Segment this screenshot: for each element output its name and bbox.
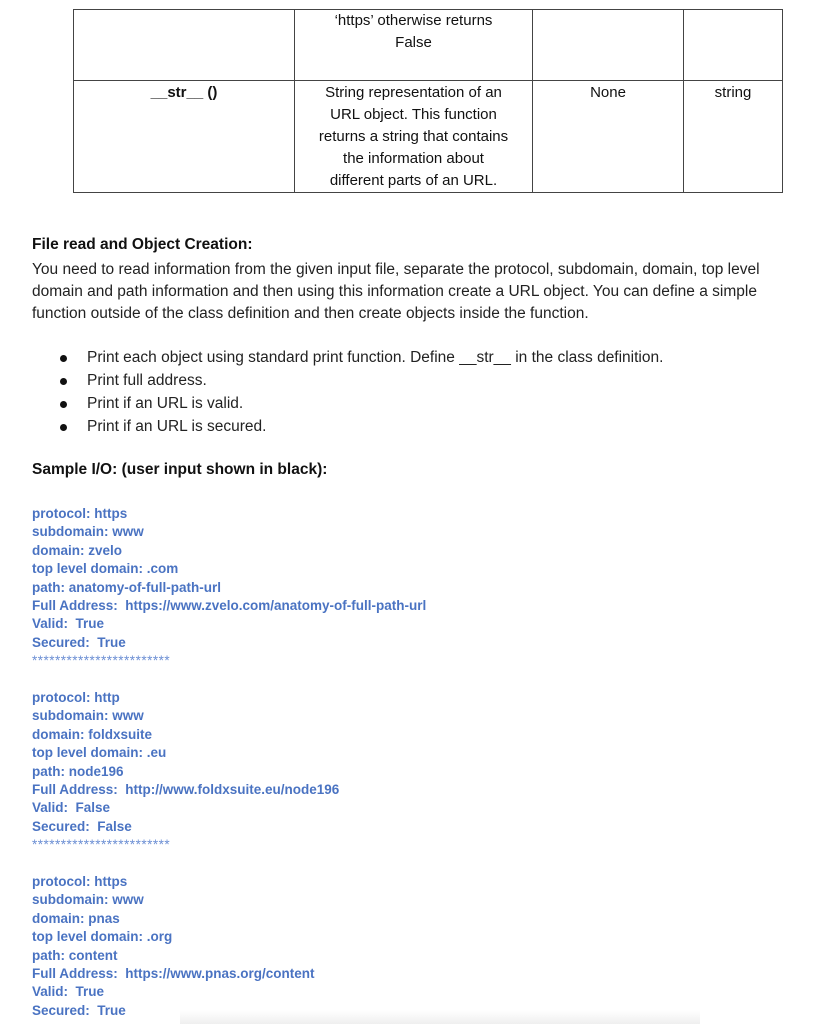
description-line: String representation of an [325,84,502,101]
output-line: Secured: False [32,818,132,834]
section-heading: File read and Object Creation: [32,236,253,253]
output-line: Valid: True [32,984,105,1000]
output-line: protocol: http [32,690,120,705]
output-line: Full Address: https://www.pnas.org/content [32,966,315,982]
list-item [60,346,663,369]
requirements-list [60,346,663,438]
bullet-icon [60,401,67,408]
output-separator: ************************ [32,653,171,669]
output-line: domain: foldxsuite [32,726,153,742]
output-line: Valid: False [32,800,111,816]
parameters-value: None [590,84,626,101]
list-item [60,369,663,392]
output-line: Full Address: https://www.zvelo.com/anatomy-of-full-path-url [32,598,427,614]
sample-output-block [32,505,732,671]
section-paragraph: You need to read information from the given input file, separate the protocol, subdomain, domain, top level domain and path information and then using this information create a URL object. You can define a simple function outside of the class definition and then create objects inside the function. [32,261,760,322]
output-separator: ************************ [32,837,171,853]
description-cell [295,81,533,193]
return-type-value: string [714,84,752,101]
output-line: domain: pnas [32,910,120,926]
bullet-icon [60,378,67,385]
parameters-cell [533,10,684,81]
output-line: top level domain: .com [32,561,179,577]
return-type-cell [684,10,783,81]
description-line: ‘https’ otherwise returns [334,12,493,29]
description-line: URL object. This function [330,106,497,123]
sample-output-block [32,689,732,855]
method-name: __str__ () [150,84,218,101]
list-item [60,415,663,438]
output-line: domain: zvelo [32,542,123,558]
output-line: path: node196 [32,763,124,779]
description-line: returns a string that contains [318,128,509,145]
return-type-cell [684,81,783,193]
output-line: Secured: True [32,634,126,650]
output-line: subdomain: www [32,708,144,724]
bullet-icon [60,424,67,431]
list-item-text: Print full address. [87,372,207,389]
output-line: protocol: https [32,874,128,889]
page-edge-shadow [180,1010,700,1024]
table-row [74,10,783,81]
description-cell [295,10,533,81]
method-cell [74,81,295,193]
list-item-text: Print if an URL is secured. [87,418,267,435]
output-line: subdomain: www [32,892,144,908]
output-line: top level domain: .eu [32,745,167,761]
description-line: the information about [343,150,484,167]
output-line: top level domain: .org [32,929,173,945]
method-cell [74,10,295,81]
output-line: Valid: True [32,616,105,632]
table-row [74,81,783,193]
bullet-icon [60,355,67,362]
output-line: protocol: https [32,506,128,521]
output-line: subdomain: www [32,524,144,540]
list-item-text: Print each object using standard print function. Define __str__ in the class definition. [87,349,664,366]
description-line: False [395,34,432,51]
sample-output-block [32,873,732,1020]
methods-table [73,9,783,193]
output-line: path: anatomy-of-full-path-url [32,579,221,595]
description-line: different parts of an URL. [329,172,498,189]
output-line: Full Address: http://www.foldxsuite.eu/node196 [32,782,340,798]
sample-io-heading: Sample I/O: (user input shown in black): [32,461,328,478]
output-line: Secured: True [32,1002,126,1018]
parameters-cell [533,81,684,193]
list-item [60,392,663,415]
list-item-text: Print if an URL is valid. [87,395,244,412]
output-line: path: content [32,947,118,963]
